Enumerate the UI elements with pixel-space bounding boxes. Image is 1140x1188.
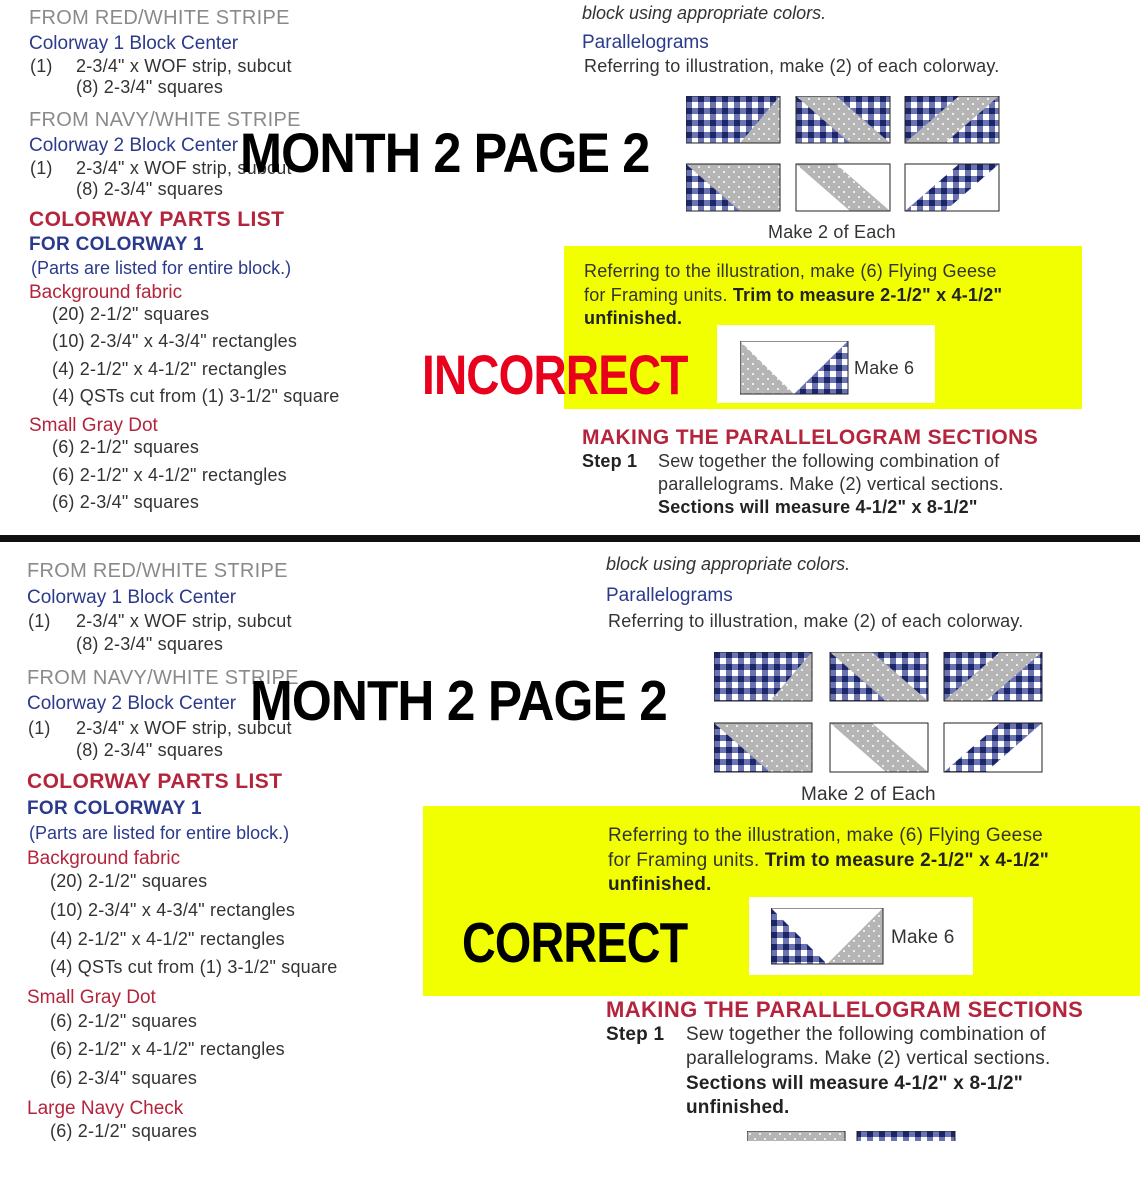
for-colorway-heading: FOR COLORWAY 1 [27, 798, 202, 819]
step-line3: Sections will measure 4-1/2" x 8-1/2" [686, 1073, 1023, 1094]
step-line1: Sew together the following combination of [686, 1024, 1046, 1045]
flying-geese-icon [740, 341, 850, 396]
step-line2: parallelograms. Make (2) vertical sections. [658, 474, 1004, 494]
gray-item: (6) 2-3/4" squares [52, 492, 200, 512]
gray-item: (6) 2-1/2" x 4-1/2" rectangles [50, 1039, 285, 1059]
from-navy-stripe-heading: FROM NAVY/WHITE STRIPE [29, 109, 301, 131]
bg-item: (4) QSTs cut from (1) 3-1/2" square [52, 386, 340, 406]
geese-text-line1: Referring to the illustration, make (6) Flying Geese [608, 825, 1043, 846]
small-gray-dot-heading: Small Gray Dot [27, 987, 156, 1008]
cw1-qty: (1) [28, 611, 51, 631]
geese-text-line3: unfinished. [608, 874, 712, 895]
step-line1: Sew together the following combination of [658, 451, 1000, 471]
cw2-line2: (8) 2-3/4" squares [76, 179, 224, 199]
step-label: Step 1 [606, 1024, 665, 1045]
cw2-line1: 2-3/4" x WOF strip, subcut [76, 718, 292, 738]
gray-item: (6) 2-1/2" x 4-1/2" rectangles [52, 465, 287, 485]
step-label: Step 1 [582, 451, 638, 471]
cw1-line1: 2-3/4" x WOF strip, subcut [76, 56, 292, 76]
bg-item: (4) 2-1/2" x 4-1/2" rectangles [50, 929, 285, 949]
geese-text-line2: for Framing units. Trim to measure 2-1/2" x 4-1/2" [584, 285, 1003, 305]
bg-item: (20) 2-1/2" squares [50, 871, 208, 891]
navy-item: (6) 2-1/2" squares [50, 1121, 198, 1141]
cw1-line1: 2-3/4" x WOF strip, subcut [76, 611, 292, 631]
gray-item: (6) 2-1/2" squares [52, 437, 200, 457]
geese-text-line2: for Framing units. Trim to measure 2-1/2" x 4-1/2" [608, 850, 1049, 871]
making-sections-heading: MAKING THE PARALLELOGRAM SECTIONS [606, 997, 1084, 1022]
from-navy-stripe-heading: FROM NAVY/WHITE STRIPE [27, 667, 299, 689]
bg-item: (20) 2-1/2" squares [52, 304, 210, 324]
cw2-line2: (8) 2-3/4" squares [76, 740, 224, 760]
panel-divider [0, 535, 1140, 542]
cw2-qty: (1) [30, 158, 53, 178]
next-illustration-partial [747, 1131, 957, 1141]
background-fabric-heading: Background fabric [29, 282, 183, 303]
overlay-title: MONTH 2 PAGE 2 [240, 121, 650, 184]
cw2-line1: 2-3/4" x WOF strip, subcut [76, 158, 292, 178]
parallelograms-heading: Parallelograms [606, 585, 733, 606]
make-2-label: Make 2 of Each [768, 222, 896, 242]
bg-item: (10) 2-3/4" x 4-3/4" rectangles [50, 900, 296, 920]
for-colorway-heading: FOR COLORWAY 1 [29, 234, 204, 255]
parts-list-heading: COLORWAY PARTS LIST [27, 770, 283, 793]
parallelograms-heading: Parallelograms [582, 32, 709, 53]
colorway1-center-heading: Colorway 1 Block Center [27, 587, 237, 608]
intro-text: block using appropriate colors. [606, 554, 851, 574]
cw2-qty: (1) [28, 718, 51, 738]
parts-note: (Parts are listed for entire block.) [31, 258, 292, 278]
geese-text-line3: unfinished. [584, 308, 683, 328]
parallelogram-block-icon [686, 96, 1006, 216]
from-red-stripe-heading: FROM RED/WHITE STRIPE [29, 7, 290, 29]
making-sections-heading: MAKING THE PARALLELOGRAM SECTIONS [582, 426, 1039, 449]
cw1-qty: (1) [30, 56, 53, 76]
intro-text: block using appropriate colors. [582, 3, 827, 23]
gray-item: (6) 2-1/2" squares [50, 1011, 198, 1031]
step-line3: Sections will measure 4-1/2" x 8-1/2" [658, 497, 978, 517]
overlay-title: MONTH 2 PAGE 2 [250, 669, 667, 733]
large-navy-check-heading: Large Navy Check [27, 1098, 184, 1119]
flying-geese-icon [771, 908, 886, 966]
colorway2-center-heading: Colorway 2 Block Center [27, 693, 237, 714]
parallelograms-text: Referring to illustration, make (2) of each colorway. [608, 611, 1024, 631]
cw1-line2: (8) 2-3/4" squares [76, 634, 224, 654]
make-2-label: Make 2 of Each [801, 784, 936, 805]
from-red-stripe-heading: FROM RED/WHITE STRIPE [27, 560, 288, 582]
colorway1-center-heading: Colorway 1 Block Center [29, 33, 239, 54]
step-line4: unfinished. [686, 1097, 790, 1118]
small-gray-dot-heading: Small Gray Dot [29, 415, 158, 436]
bg-item: (4) QSTs cut from (1) 3-1/2" square [50, 957, 338, 977]
parallelograms-text: Referring to illustration, make (2) of each colorway. [584, 56, 1000, 76]
make-6-label: Make 6 [854, 358, 915, 378]
gray-item: (6) 2-3/4" squares [50, 1068, 198, 1088]
correct-label: CORRECT [462, 911, 688, 975]
step-line2: parallelograms. Make (2) vertical sections. [686, 1048, 1051, 1069]
parts-list-heading: COLORWAY PARTS LIST [29, 208, 285, 231]
bg-item: (4) 2-1/2" x 4-1/2" rectangles [52, 359, 287, 379]
parallelogram-block-icon [714, 652, 1049, 777]
parts-note: (Parts are listed for entire block.) [29, 823, 290, 843]
bg-item: (10) 2-3/4" x 4-3/4" rectangles [52, 331, 298, 351]
colorway2-center-heading: Colorway 2 Block Center [29, 135, 239, 156]
cw1-line2: (8) 2-3/4" squares [76, 77, 224, 97]
background-fabric-heading: Background fabric [27, 848, 181, 869]
incorrect-label: INCORRECT [422, 343, 688, 406]
make-6-label: Make 6 [891, 927, 955, 948]
geese-text-line1: Referring to the illustration, make (6) Flying Geese [584, 261, 997, 281]
